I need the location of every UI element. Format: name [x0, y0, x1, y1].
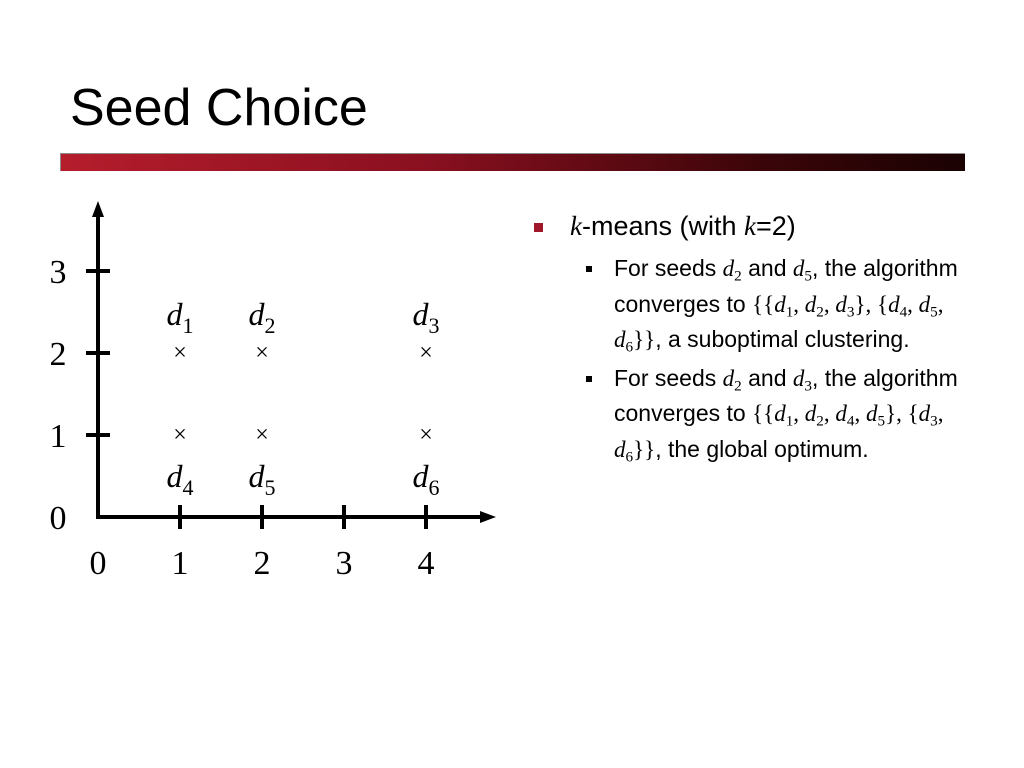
- y-tick-label: 3: [49, 254, 67, 291]
- x-axis-arrow-icon: [480, 511, 496, 523]
- point-marker: ×: [173, 422, 187, 448]
- point-label: $d_4$: [166, 458, 194, 500]
- var-k-2: k: [744, 211, 757, 241]
- sub-bullet-seeds-d2-d5: [570, 251, 972, 358]
- text-converges: , the algorithm converges to: [614, 364, 958, 426]
- bullet-square-icon: [534, 223, 543, 232]
- seed-b-sub: 5: [804, 267, 812, 285]
- y-tick-label: 2: [49, 336, 67, 373]
- seed-a-var: d: [722, 256, 735, 281]
- text-for-seeds: For seeds: [614, 364, 723, 391]
- point-label: $d_6$: [412, 458, 440, 500]
- data-point-d5: [249, 422, 276, 500]
- bullet-list: [532, 208, 972, 467]
- scatter-plot: [30, 185, 520, 595]
- text-means-with: -means (with: [581, 211, 745, 241]
- point-marker: ×: [255, 340, 269, 366]
- y-tick-label: 1: [49, 418, 67, 455]
- x-tick-label: 3: [335, 545, 353, 582]
- x-tick-label: 2: [253, 545, 271, 582]
- seed-a-sub: 2: [734, 267, 742, 285]
- data-point-d6: [413, 422, 440, 500]
- slide-title: Seed Choice: [70, 79, 368, 137]
- point-label: $d_2$: [248, 296, 276, 338]
- point-label: $d_1$: [166, 296, 194, 338]
- seed-a-var: d: [722, 365, 735, 391]
- sub-bullet-square-icon: [586, 376, 592, 382]
- text-eq-2: =2): [756, 211, 796, 241]
- point-label: $d_5$: [248, 458, 276, 500]
- text-suboptimal: , a suboptimal clustering.: [655, 326, 910, 352]
- sub-bullet-square-icon: [586, 266, 592, 272]
- point-marker: ×: [419, 422, 433, 448]
- var-k: k: [570, 211, 582, 241]
- text-global-optimum: , the global optimum.: [655, 435, 869, 462]
- x-tick-label: 4: [417, 545, 435, 582]
- sub-bullet-seeds-d2-d3: [570, 361, 972, 468]
- x-tick-label: 1: [171, 545, 189, 582]
- y-tick-label: 0: [49, 500, 67, 537]
- data-point-d2: [249, 296, 276, 366]
- bullet-kmeans: [532, 208, 972, 244]
- point-marker: ×: [419, 340, 433, 366]
- data-point-d3: [413, 296, 440, 366]
- x-tick-label: 0: [89, 545, 107, 582]
- plot-points: [167, 296, 440, 500]
- text-and: and: [741, 255, 793, 281]
- title-underline-bar: [60, 153, 965, 171]
- seed-b-var: d: [792, 365, 805, 391]
- plot-ticks: [50, 254, 435, 582]
- set-global-optimum: {{$d_1$, $d_2$, $d_4$, $d_5$}, {$d_3$, $d_6$}}: [614, 401, 944, 465]
- point-marker: ×: [173, 340, 187, 366]
- text-for-seeds: For seeds: [614, 255, 723, 281]
- text-and: and: [741, 364, 793, 391]
- data-point-d1: [167, 296, 194, 366]
- point-label: $d_3$: [412, 296, 440, 338]
- y-axis-arrow-icon: [92, 201, 104, 217]
- data-point-d4: [167, 422, 194, 500]
- text-converges: , the algorithm converges to: [614, 255, 958, 317]
- seed-b-var: d: [792, 256, 805, 281]
- seed-b-sub: 3: [804, 376, 812, 394]
- set-suboptimal: {{$d_1$, $d_2$, $d_3$}, {$d_4$, $d_5$, $d_6$}}: [614, 291, 944, 356]
- point-marker: ×: [255, 422, 269, 448]
- seed-a-sub: 2: [734, 376, 742, 394]
